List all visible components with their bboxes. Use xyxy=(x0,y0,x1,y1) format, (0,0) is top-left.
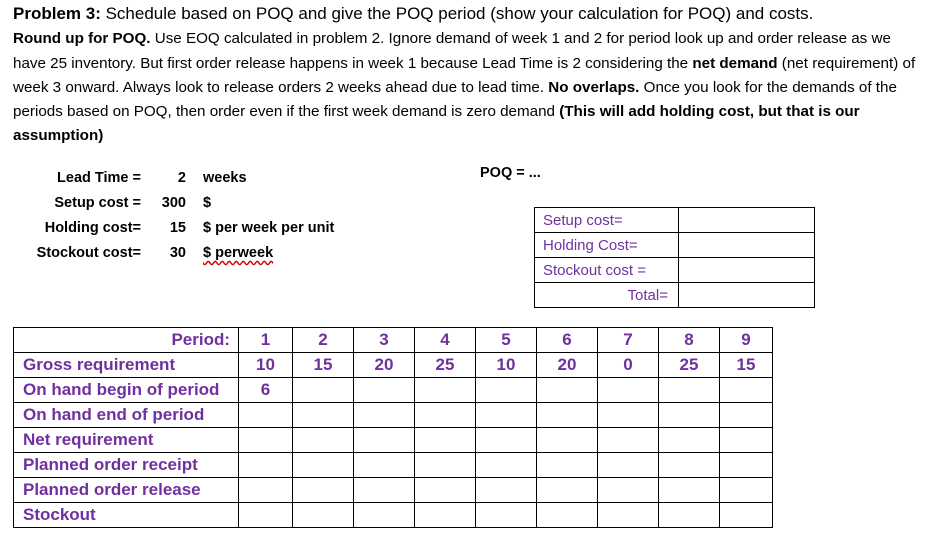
row-label: Gross requirement xyxy=(14,353,239,378)
empty-cell[interactable] xyxy=(598,378,659,403)
problem-text-3: Once you look for the demands of the periods based on POQ, then order even if the first week demand is zero demand xyxy=(13,78,897,121)
empty-cell[interactable] xyxy=(598,503,659,528)
gross-cell: 20 xyxy=(537,353,598,378)
empty-cell[interactable] xyxy=(415,428,476,453)
empty-cell[interactable] xyxy=(354,478,415,503)
empty-cell[interactable] xyxy=(239,428,293,453)
empty-cell[interactable] xyxy=(476,378,537,403)
empty-cell[interactable] xyxy=(659,378,720,403)
row-label: Period: xyxy=(14,328,239,353)
empty-cell[interactable] xyxy=(537,453,598,478)
empty-cell[interactable] xyxy=(293,403,354,428)
cost-row-stockout xyxy=(535,258,815,283)
empty-cell[interactable] xyxy=(476,403,537,428)
empty-cell[interactable] xyxy=(293,478,354,503)
param-label: Stockout cost= xyxy=(36,245,141,261)
period-cell: 7 xyxy=(598,328,659,353)
param-value: 15 xyxy=(169,220,186,236)
period-cell: 8 xyxy=(659,328,720,353)
empty-cell[interactable] xyxy=(293,453,354,478)
param-unit: $ xyxy=(203,195,212,211)
param-unit: weeks xyxy=(203,170,247,186)
empty-cell[interactable] xyxy=(720,453,773,478)
empty-cell[interactable] xyxy=(239,503,293,528)
empty-cell[interactable] xyxy=(598,453,659,478)
empty-cell[interactable] xyxy=(415,403,476,428)
round-up-note: Round up for POQ. xyxy=(13,30,151,48)
gross-cell: 15 xyxy=(293,353,354,378)
empty-cell[interactable] xyxy=(537,503,598,528)
period-cell: 1 xyxy=(239,328,293,353)
period-row xyxy=(14,328,773,353)
empty-cell[interactable] xyxy=(239,403,293,428)
empty-cell[interactable] xyxy=(659,428,720,453)
empty-cell[interactable] xyxy=(239,453,293,478)
empty-cell[interactable] xyxy=(415,378,476,403)
problem-text-2: (net requirement) of week 3 onward. Always look to release orders 2 weeks ahead due to lead time. xyxy=(13,54,916,96)
cost-value-cell[interactable] xyxy=(679,283,815,308)
empty-cell[interactable] xyxy=(415,478,476,503)
empty-cell[interactable] xyxy=(720,478,773,503)
gross-cell: 25 xyxy=(659,353,720,378)
cost-label: Setup cost= xyxy=(535,208,679,233)
cost-row-holding xyxy=(535,233,815,258)
cost-label: Stockout cost = xyxy=(535,258,679,283)
stockout-row xyxy=(14,503,773,528)
row-label: Stockout xyxy=(14,503,239,528)
empty-cell[interactable] xyxy=(659,403,720,428)
empty-cell[interactable] xyxy=(476,503,537,528)
poq-label: POQ = ... xyxy=(480,165,541,181)
param-stockout-cost xyxy=(14,241,374,266)
period-cell: 6 xyxy=(537,328,598,353)
planned-order-release-row xyxy=(14,478,773,503)
param-value: 2 xyxy=(177,170,186,186)
gross-cell: 10 xyxy=(476,353,537,378)
empty-cell[interactable] xyxy=(720,403,773,428)
empty-cell[interactable] xyxy=(537,478,598,503)
empty-cell[interactable] xyxy=(293,503,354,528)
gross-cell: 15 xyxy=(720,353,773,378)
empty-cell[interactable] xyxy=(293,378,354,403)
empty-cell[interactable] xyxy=(598,428,659,453)
no-overlaps-note: No overlaps. xyxy=(548,78,640,96)
empty-cell[interactable] xyxy=(476,478,537,503)
empty-cell[interactable] xyxy=(415,453,476,478)
empty-cell[interactable] xyxy=(598,478,659,503)
empty-cell[interactable] xyxy=(537,403,598,428)
param-unit: $ perweek xyxy=(203,245,274,261)
empty-cell[interactable] xyxy=(537,378,598,403)
period-cell: 9 xyxy=(720,328,773,353)
assumption-note: (This will add holding cost, but that is our assumption) xyxy=(13,103,860,145)
empty-cell[interactable] xyxy=(720,503,773,528)
empty-cell[interactable] xyxy=(354,428,415,453)
problem-statement xyxy=(13,2,918,149)
param-label: Setup cost = xyxy=(54,195,141,211)
gross-cell: 10 xyxy=(239,353,293,378)
on-hand-begin-cell: 6 xyxy=(239,378,293,403)
param-value: 30 xyxy=(169,245,186,261)
empty-cell[interactable] xyxy=(598,403,659,428)
empty-cell[interactable] xyxy=(476,453,537,478)
period-cell: 5 xyxy=(476,328,537,353)
cost-value-cell[interactable] xyxy=(679,258,815,283)
period-cell: 2 xyxy=(293,328,354,353)
empty-cell[interactable] xyxy=(659,503,720,528)
net-requirement-row xyxy=(14,428,773,453)
param-unit: $ per week per unit xyxy=(203,220,335,236)
cost-label: Total= xyxy=(535,283,679,308)
empty-cell[interactable] xyxy=(354,378,415,403)
cost-value-cell[interactable] xyxy=(679,233,815,258)
param-label: Lead Time = xyxy=(57,170,141,186)
empty-cell[interactable] xyxy=(293,428,354,453)
param-holding-cost xyxy=(14,216,374,241)
gross-cell: 0 xyxy=(598,353,659,378)
row-label: Net requirement xyxy=(14,428,239,453)
gross-cell: 20 xyxy=(354,353,415,378)
cost-summary-table xyxy=(534,207,815,308)
cost-label: Holding Cost= xyxy=(535,233,679,258)
empty-cell[interactable] xyxy=(354,403,415,428)
period-cell: 3 xyxy=(354,328,415,353)
schedule-table xyxy=(13,327,773,528)
cost-row-total xyxy=(535,283,815,308)
empty-cell[interactable] xyxy=(415,503,476,528)
empty-cell[interactable] xyxy=(354,503,415,528)
empty-cell[interactable] xyxy=(659,453,720,478)
gross-cell: 25 xyxy=(415,353,476,378)
period-cell: 4 xyxy=(415,328,476,353)
on-hand-begin-row xyxy=(14,378,773,403)
problem-text-1: Use EOQ calculated in problem 2. Ignore demand of week 1 and 2 for period look up and order release as we have 25 inventory. But first order release happens in week 1 because Lead Time is 2 considering the xyxy=(13,30,891,72)
net-demand-term: net demand xyxy=(692,54,778,72)
param-setup-cost xyxy=(14,191,374,216)
row-label: On hand begin of period xyxy=(14,378,239,403)
param-lead-time xyxy=(14,166,374,191)
row-label: On hand end of period xyxy=(14,403,239,428)
gross-requirement-row xyxy=(14,353,773,378)
empty-cell[interactable] xyxy=(354,453,415,478)
empty-cell[interactable] xyxy=(476,428,537,453)
row-label: Planned order release xyxy=(14,478,239,503)
cost-value-cell[interactable] xyxy=(679,208,815,233)
empty-cell[interactable] xyxy=(720,428,773,453)
problem-heading: Problem 3: Schedule based on POQ and give the POQ period (show your calculation for POQ) and costs. xyxy=(13,4,814,23)
empty-cell[interactable] xyxy=(720,378,773,403)
cost-row-setup xyxy=(535,208,815,233)
empty-cell[interactable] xyxy=(537,428,598,453)
planned-order-receipt-row xyxy=(14,453,773,478)
empty-cell[interactable] xyxy=(239,478,293,503)
parameters-block xyxy=(14,166,374,266)
row-label: Planned order receipt xyxy=(14,453,239,478)
on-hand-end-row xyxy=(14,403,773,428)
param-value: 300 xyxy=(161,195,186,211)
empty-cell[interactable] xyxy=(659,478,720,503)
param-label: Holding cost= xyxy=(44,220,141,236)
